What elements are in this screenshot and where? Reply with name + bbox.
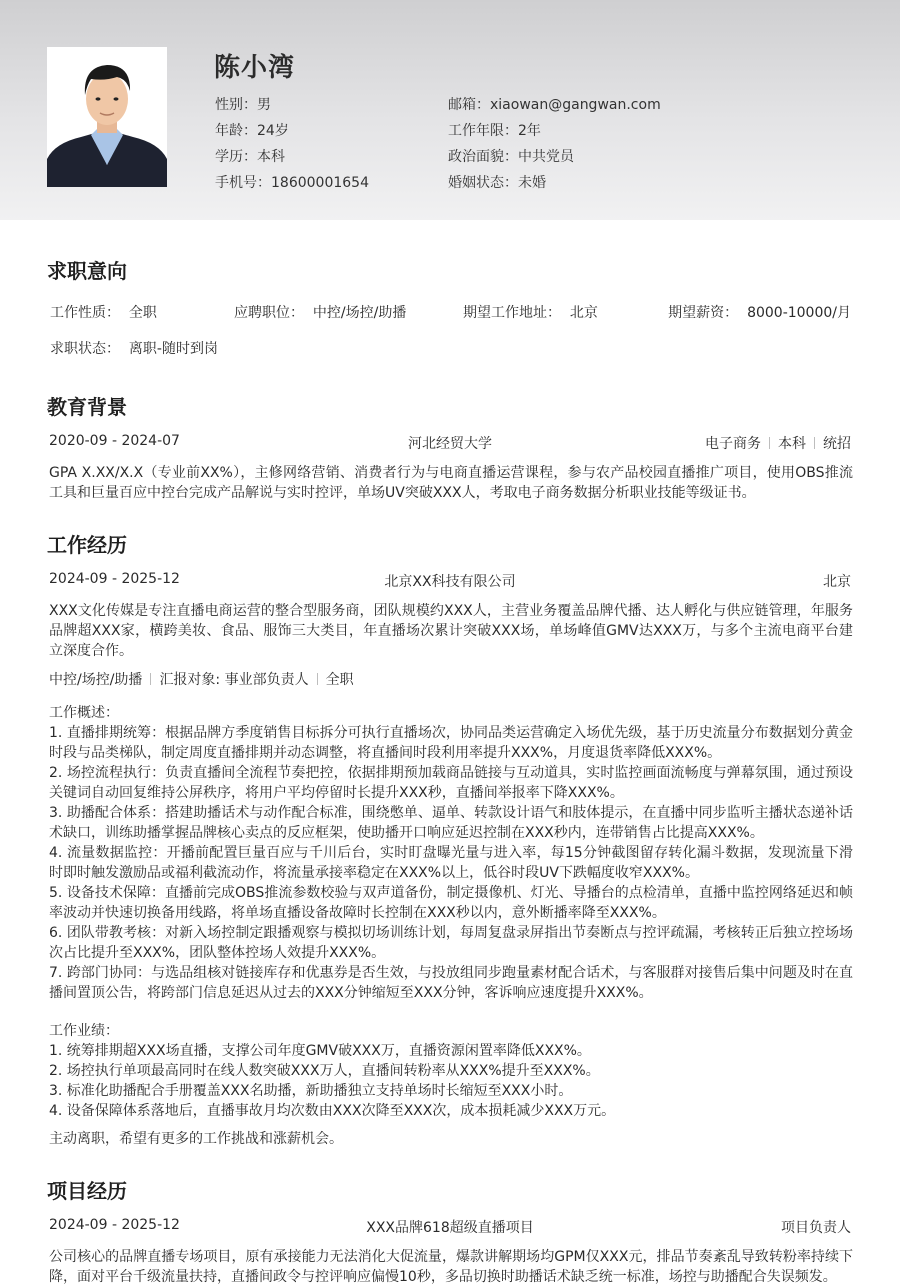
section-title-project: 项目经历	[47, 1179, 127, 1203]
work-overview-title: 工作概述：	[49, 705, 119, 721]
intent-job-type: 工作性质： 全职	[50, 305, 157, 321]
work-results	[49, 1021, 853, 1121]
work-result-item: 2. 场控执行单项最高同时在线人数突破XXX万人，直播间转粉率从XXX%提升至XXX%。	[49, 1063, 600, 1079]
work-overview-item: 4. 流量数据监控：开播前配置巨量百应与千川后台，实时盯盘曝光量与进入率，每15分钟截图留存转化漏斗数据，发现流量下滑时即时触发激励品或福利截流动作，将流量承接率稳定在XXX%以上，低谷时段UV下跌幅度收窄XXX%。	[49, 845, 853, 881]
project-period: 2024-09 - 2025-12	[49, 1217, 180, 1233]
work-overview	[49, 703, 853, 1003]
work-nature: 全职	[325, 672, 354, 688]
education-meta	[705, 433, 851, 453]
work-result-item: 3. 标准化助播配合手册覆盖XXX名助播，新助播独立支持单场时长缩短至XXX小时。	[49, 1083, 573, 1099]
section-title-intent: 求职意向	[47, 259, 127, 283]
intent-position: 应聘职位： 中控/场控/助播	[234, 305, 407, 321]
info-work-years: 工作年限：2年	[448, 123, 541, 139]
work-overview-item: 2. 场控流程执行：负责直播间全流程节奏把控，依据排期预加载商品链接与互动道具，实时监控画面流畅度与弹幕氛围，通过预设关键词自动回复维持公屏秩序，将用户平均停留时长提升XXX秒，直播间举报率下降XXX%。	[49, 765, 853, 801]
intent-salary: 期望薪资： 8000-10000/月	[668, 305, 851, 321]
profile-name: 陈小湾	[214, 53, 296, 83]
project-role: 项目负责人	[781, 1220, 851, 1236]
divider	[814, 437, 815, 449]
education-major: 电子商务	[705, 436, 761, 452]
divider	[150, 673, 151, 685]
work-overview-item: 5. 设备技术保障：直播前完成OBS推流参数校验与双声道备份，制定摄像机、灯光、导播台的点检清单，直播中监控网络延迟和帧率波动并快速切换备用线路，将单场直播设备故障时长控制在XXX秒以内，意外断播率降至XXX%。	[49, 885, 853, 921]
intent-location: 期望工作地址： 北京	[463, 305, 598, 321]
work-result-item: 1. 统筹排期超XXX场直播，支撑公司年度GMV破XXX万，直播资源闲置率降低XXX%。	[49, 1043, 591, 1059]
work-company-intro: XXX文化传媒是专注直播电商运营的整合型服务商，团队规模约XXX人，主营业务覆盖品牌代播、达人孵化与供应链管理，年服务品牌超XXX家，横跨美妆、食品、服饰三大类目，年直播场次累计突破XXX场，单场峰值GMV达XXX万，与多个主流电商平台建立深度合作。	[49, 603, 853, 659]
info-political: 政治面貌：中共党员	[448, 149, 574, 165]
work-overview-item: 7. 跨部门协同：与选品组核对链接库存和优惠券是否生效，与投放组同步跑量素材配合话术，与客服群对接售后集中问题及时在直播间置顶公告，将跨部门信息延迟从过去的XXX分钟缩短至XXX分钟，客诉响应速度提升XXX%。	[49, 965, 853, 1001]
intent-status: 求职状态： 离职-随时到岗	[50, 341, 218, 357]
info-age: 年龄：24岁	[215, 123, 289, 139]
work-overview-item: 1. 直播排期统筹：根据品牌方季度销售目标拆分可执行直播场次，协同品类运营确定入场优先级，基于历史流量分布数据划分黄金时段与品类梯队，制定周度直播排期并动态调整，将直播间时段利用率提升XXX%，月度退货率降低XXX%。	[49, 725, 853, 761]
work-city: 北京	[823, 574, 851, 590]
education-period: 2020-09 - 2024-07	[49, 433, 180, 449]
education-description: GPA X.XX/X.X（专业前XX%），主修网络营销、消费者行为与电商直播运营课程，参与农产品校园直播推广项目，使用OBS推流工具和巨量百应中控台完成产品解说与实时控评，单场UV突破XXX人，考取电子商务数据分析职业技能等级证书。	[49, 465, 853, 501]
work-role-meta	[49, 669, 354, 689]
work-company: 北京XX科技有限公司	[384, 574, 516, 590]
work-results-title: 工作业绩：	[49, 1023, 119, 1039]
project-name: XXX品牌618超级直播项目	[366, 1220, 534, 1236]
info-education: 学历：本科	[215, 149, 285, 165]
profile-photo	[47, 47, 167, 187]
work-result-item: 4. 设备保障体系落地后，直播事故月均次数由XXX次降至XXX次，成本损耗减少XXX万元。	[49, 1103, 616, 1119]
work-report: 汇报对象: 事业部负责人	[159, 672, 309, 688]
divider	[769, 437, 770, 449]
work-overview-item: 3. 助播配合体系：搭建助播话术与动作配合标准，围绕憋单、逼单、转款设计语气和肢体提示，在直播中同步监听主播状态递补话术缺口，训练助播掌握品牌核心卖点的反应框架，使助播开口响应延迟控制在XXX秒内，连带销售占比提高XXX%。	[49, 805, 853, 841]
work-overview-item: 6. 团队带教考核：对新入场控制定跟播观察与模拟切场训练计划，每周复盘录屏指出节奏断点与控评疏漏，考核转正后独立控场场次占比提升至XXX%，团队整体控场人效提升XXX%。	[49, 925, 853, 961]
section-title-education: 教育背景	[47, 395, 127, 419]
info-email: 邮箱：xiaowan@gangwan.com	[448, 97, 661, 113]
info-gender: 性别：男	[215, 97, 271, 113]
section-title-work: 工作经历	[47, 533, 127, 557]
work-role: 中控/场控/助播	[49, 672, 143, 688]
info-marital: 婚姻状态：未婚	[448, 175, 546, 191]
education-type: 统招	[823, 436, 851, 452]
education-school: 河北经贸大学	[408, 436, 492, 452]
work-period: 2024-09 - 2025-12	[49, 571, 180, 587]
work-leave-reason: 主动离职，希望有更多的工作挑战和涨薪机会。	[49, 1131, 343, 1147]
education-degree: 本科	[778, 436, 806, 452]
project-description: 公司核心的品牌直播专场项目，原有承接能力无法消化大促流量，爆款讲解期场均GPM仅XXX元，排品节奏紊乱导致转粉率持续下降，面对平台千级流量扶持，直播间政令与控评响应偏慢10秒，多品切换时助播话术缺乏统一标准，场控与助播配合失误频发。	[49, 1249, 853, 1285]
divider	[317, 673, 318, 685]
avatar-image	[47, 47, 167, 187]
info-phone: 手机号：18600001654	[215, 175, 369, 191]
